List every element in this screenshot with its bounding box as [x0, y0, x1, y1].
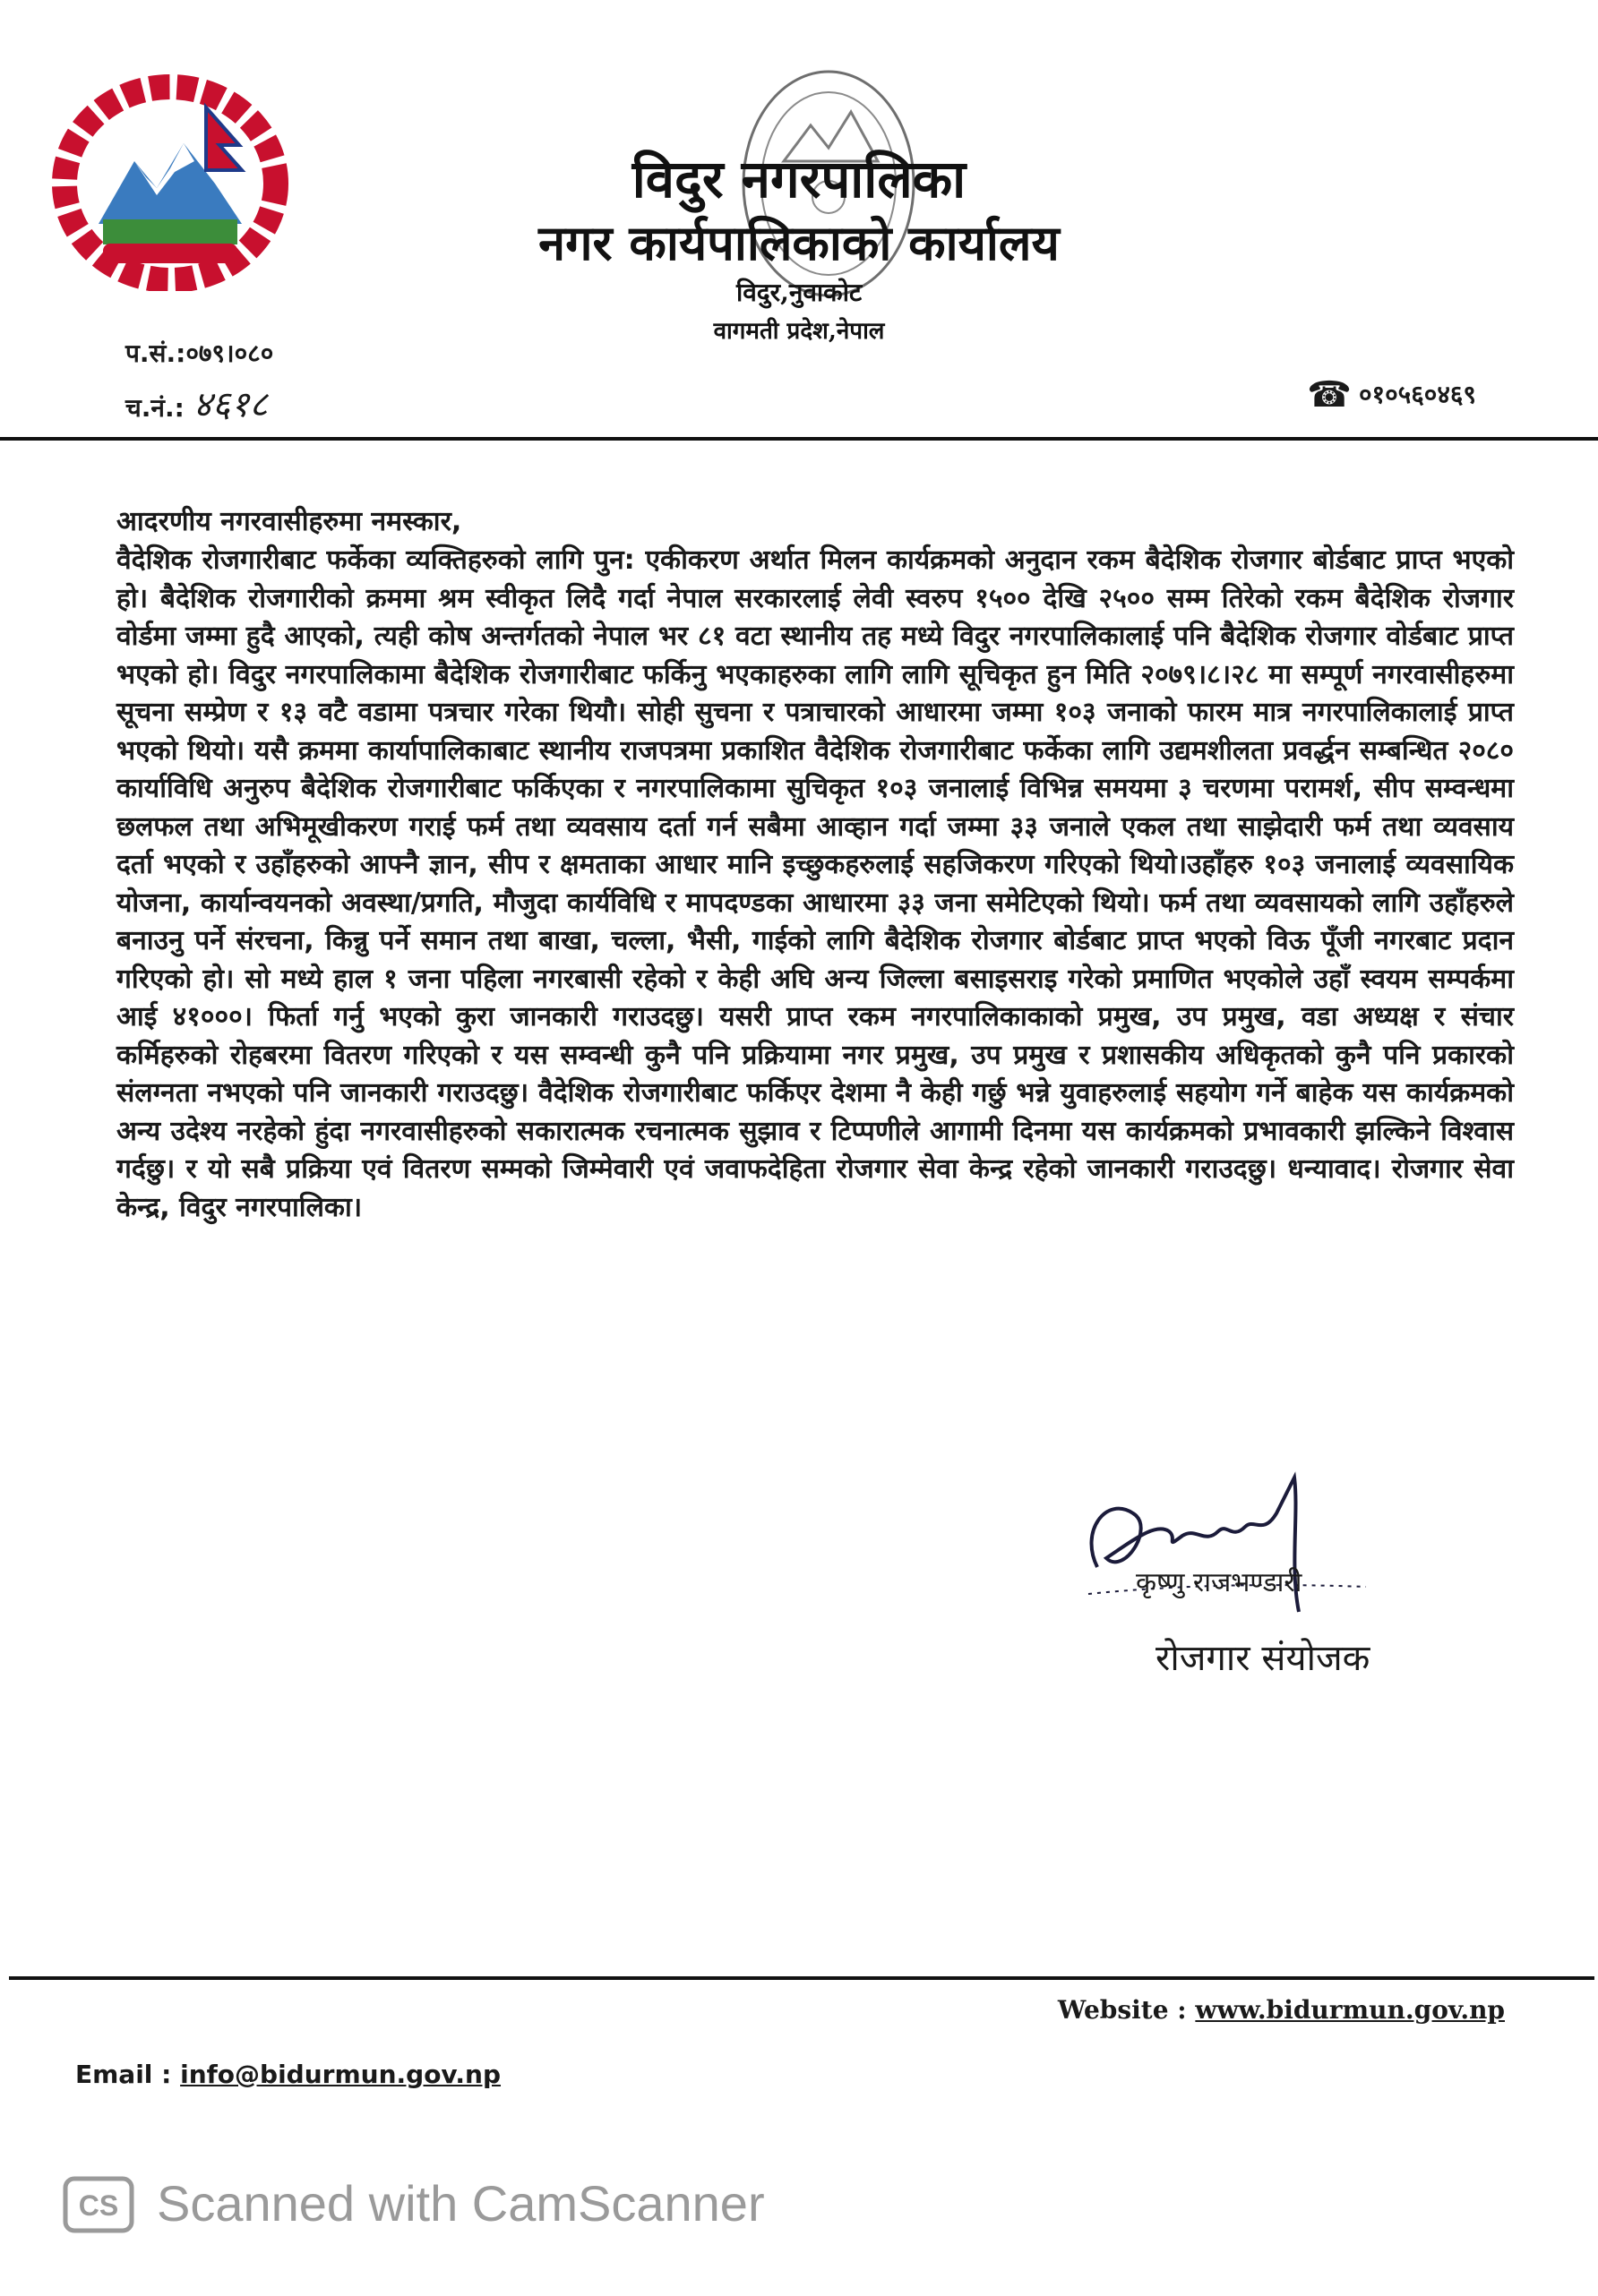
handwritten-signature	[1070, 1460, 1393, 1630]
camscanner-logo-icon	[63, 2176, 134, 2233]
phone-number-value: ०१०५६०४६९	[1358, 380, 1476, 409]
office-address-line1: विदुर,नुवाकोट	[735, 278, 863, 307]
header-divider	[0, 437, 1598, 441]
office-name-line1: विदुर नगरपालिका	[631, 149, 967, 210]
letter-salutation: आदरणीय नगरवासीहरुमा नमस्कार,	[116, 506, 462, 537]
office-name-line2: नगर कार्यपालिकाको कार्यालय	[538, 214, 1060, 271]
website-link[interactable]: www.bidurmun.gov.np	[1195, 1995, 1505, 2025]
email	[75, 2060, 501, 2089]
signatory-title: रोजगार संयोजक	[1156, 1638, 1370, 1679]
reference-number-label: प.सं.:	[125, 338, 186, 368]
camscanner-logo-text: CS	[78, 2189, 119, 2222]
email-link[interactable]: info@bidurmun.gov.np	[180, 2060, 502, 2089]
email-label: Email :	[75, 2060, 172, 2089]
office-address-line2: वागमती प्रदेश,नेपाल	[713, 318, 885, 345]
telephone-icon: ☎	[1307, 374, 1352, 416]
letter-body: वैदेशिक रोजगारीबाट फर्केका व्यक्तिहरुको लागि पुन: एकीकरण अर्थात मिलन कार्यक्रमको अनुदान रकम बैदेशिक रोजगार बोर्डबाट प्राप्त भएको हो। बैदेशिक रोजगारीको क्रममा श्रम स्वीकृत लिदै गर्दा नेपाल सरकारलाई लेवी स्वरुप १५०० देखि २५०० सम्म तिरेको रकम बैदेशिक रोजगार वोर्डमा जम्मा हुदै आएको, त्यही कोष अन्तर्गतको नेपाल भर ८१ वटा स्थानीय तह मध्ये विदुर नगरपालिकालाई पनि बैदेशिक रोजगार वोर्डबाट प्राप्त भएको हो। विदुर नगरपालिकामा बैदेशिक रोजगारीबाट फर्किनु भएकाहरुका लागि लागि सूचिकृत हुन मिति २०७९।८।२८ मा सम्पूर्ण नगरवासीहरुमा सूचना सम्प्रेण र १३ वटै वडामा पत्रचार गरेका थियौ। सोही सुचना र पत्राचारको आधारमा जम्मा १०३ जनाको फारम मात्र नगरपालिकालाई प्राप्त भएको थियो। यसै क्रममा कार्यापालिकाबाट स्थानीय राजपत्रमा प्रकाशित वैदेशिक रोजगारीबाट फर्केका लागि उद्यमशीलता प्रवर्द्धन सम्बन्धित २०८० कार्याविधि अनुरुप बैदेशिक रोजगारीबाट फर्किएका र नगरपालिकामा सुचिकृत १०३ जनालाई विभिन्न समयमा ३ चरणमा परामर्श, सीप सम्वन्धमा छलफल तथा अभिमूखीकरण गराई फर्म तथा व्यवसाय दर्ता गर्न सबैमा आव्हान गर्दा जम्मा ३३ जनाले एकल तथा साझेदारी फर्म तथा व्यवसाय दर्ता भएको र उहाँहरुको आफ्नै ज्ञान, सीप र क्षमताका आधार मानि इच्छुकहरुलाई सहजिकरण गरिएको थियो।उहाँहरु १०३ जनालाई व्यवसायिक योजना, कार्यान्वयनको अवस्था/प्रगति, मौजुदा कार्यविधि र मापदण्डका आधारमा ३३ जना समेटिएको थियो। फर्म तथा व्यवसायको लागि उहाँहरुले बनाउनु पर्ने संरचना, किन्नु पर्ने समान तथा बाखा, चल्ला, भैसी, गाईको लागि बैदेशिक रोजगार बोर्डबाट प्राप्त भएको विऊ पूँजी नगरबाट प्रदान गरिएको हो। सो मध्ये हाल १ जना पहिला नगरबासी रहेको र केही अघि अन्य जिल्ला बसाइसराइ गरेको प्रमाणित भएकोले उहाँ स्वयम सम्पर्कमा आई ४१०००। फिर्ता गर्नु भएको कुरा जानकारी गराउदछु। यसरी प्राप्त रकम नगरपालिकाकाको प्रमुख, उप प्रमुख, वडा अध्यक्ष र संचार कर्मिहरुको रोहबरमा वितरण गरिएको र यस सम्वन्धी कुनै पनि प्रक्रियामा नगर प्रमुख, उप प्रमुख र प्रशासकीय अधिकृतको कुनै पनि प्रकारको संलग्नता नभएको पनि जानकारी गराउदछु। वैदेशिक रोजगारीबाट फर्किएर देशमा नै केही गर्छु भन्ने युवाहरुलाई सहयोग गर्ने बाहेक यस कार्यक्रमको अन्य उदेश्य नरहेको हुंदा नगरवासीहरुको सकारात्मक रचनात्मक सुझाव र टिप्पणीले आगामी दिनमा यस कार्यक्रमको प्रभावकारी झल्किने विश्वास गर्दछु। र यो सबै प्रक्रिया एवं वितरण सम्मको जिम्मेवारी एवं जवाफदेहिता रोजगार सेवा केन्द्र रहेको जानकारी गराउदछु। धन्यावाद। रोजगार सेवा केन्द्र, विदुर नगरपालिका।	[116, 544, 1514, 1223]
website-label: Website :	[1057, 1995, 1187, 2025]
phone-number	[1307, 374, 1476, 416]
scanner-watermark: Scanned with CamScanner	[157, 2175, 765, 2232]
dispatch-number-label: च.नं.:	[125, 393, 185, 423]
reference-number	[125, 336, 273, 370]
footer-divider	[9, 1976, 1594, 1980]
dispatch-number	[125, 378, 268, 427]
dispatch-number-value: ४६१८	[193, 384, 268, 425]
reference-number-value: ०७९।०८०	[185, 338, 274, 368]
signatory-name: कृष्णु राजभण्डारी	[1136, 1567, 1302, 1598]
website	[1058, 1995, 1505, 2025]
